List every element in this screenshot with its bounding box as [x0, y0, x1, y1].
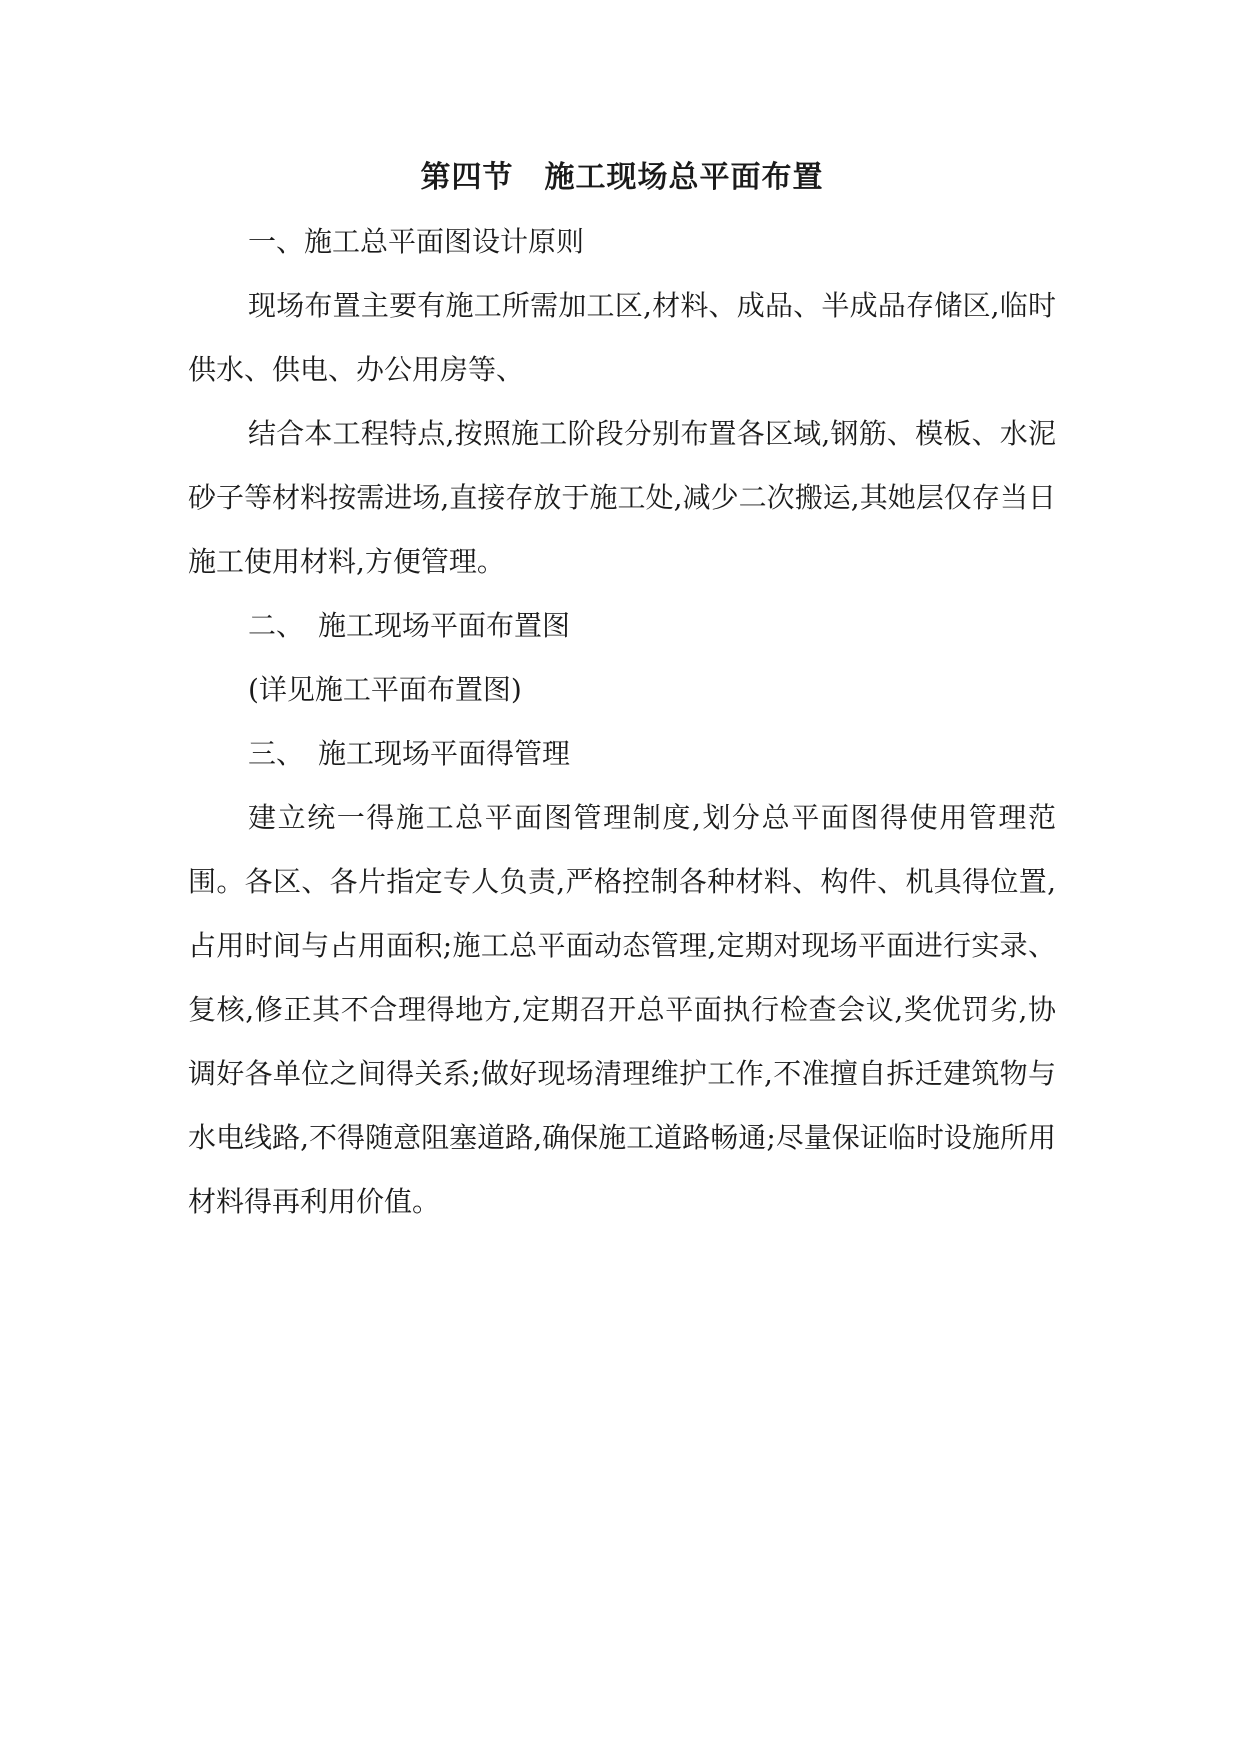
heading-layout-management: 三、 施工现场平面得管理: [248, 737, 571, 770]
document-page: [188, 150, 1056, 1234]
section-title: 第四节 施工现场总平面布置: [420, 160, 824, 195]
heading-layout-drawing: 二、 施工现场平面布置图: [248, 609, 571, 642]
paragraph-see-drawing: (详见施工平面布置图): [248, 673, 522, 706]
paragraph-site-layout: 现场布置主要有施工所需加工区,材料、成品、半成品存储区,临时供水、供电、办公用房等、: [188, 289, 1056, 386]
paragraph-management-rules: 建立统一得施工总平面图管理制度,划分总平面图得使用管理范围。各区、各片指定专人负责,严格控制各种材料、构件、机具得位置,占用时间与占用面积;施工总平面动态管理,定期对现场平面进行实录、复核,修正其不合理得地方,定期召开总平面执行检查会议,奖优罚劣,协调好各单位之间得关系;做好现场清理维护工作,不准擅自拆迁建筑物与水电线路,不得随意阻塞道路,确保施工道路畅通;尽量保证临时设施所用材料得再利用价值。: [188, 801, 1056, 1218]
paragraph-project-features: 结合本工程特点,按照施工阶段分别布置各区域,钢筋、模板、水泥砂子等材料按需进场,直接存放于施工处,减少二次搬运,其她层仅存当日施工使用材料,方便管理。: [188, 417, 1056, 578]
heading-design-principles: 一、施工总平面图设计原则: [248, 225, 585, 258]
